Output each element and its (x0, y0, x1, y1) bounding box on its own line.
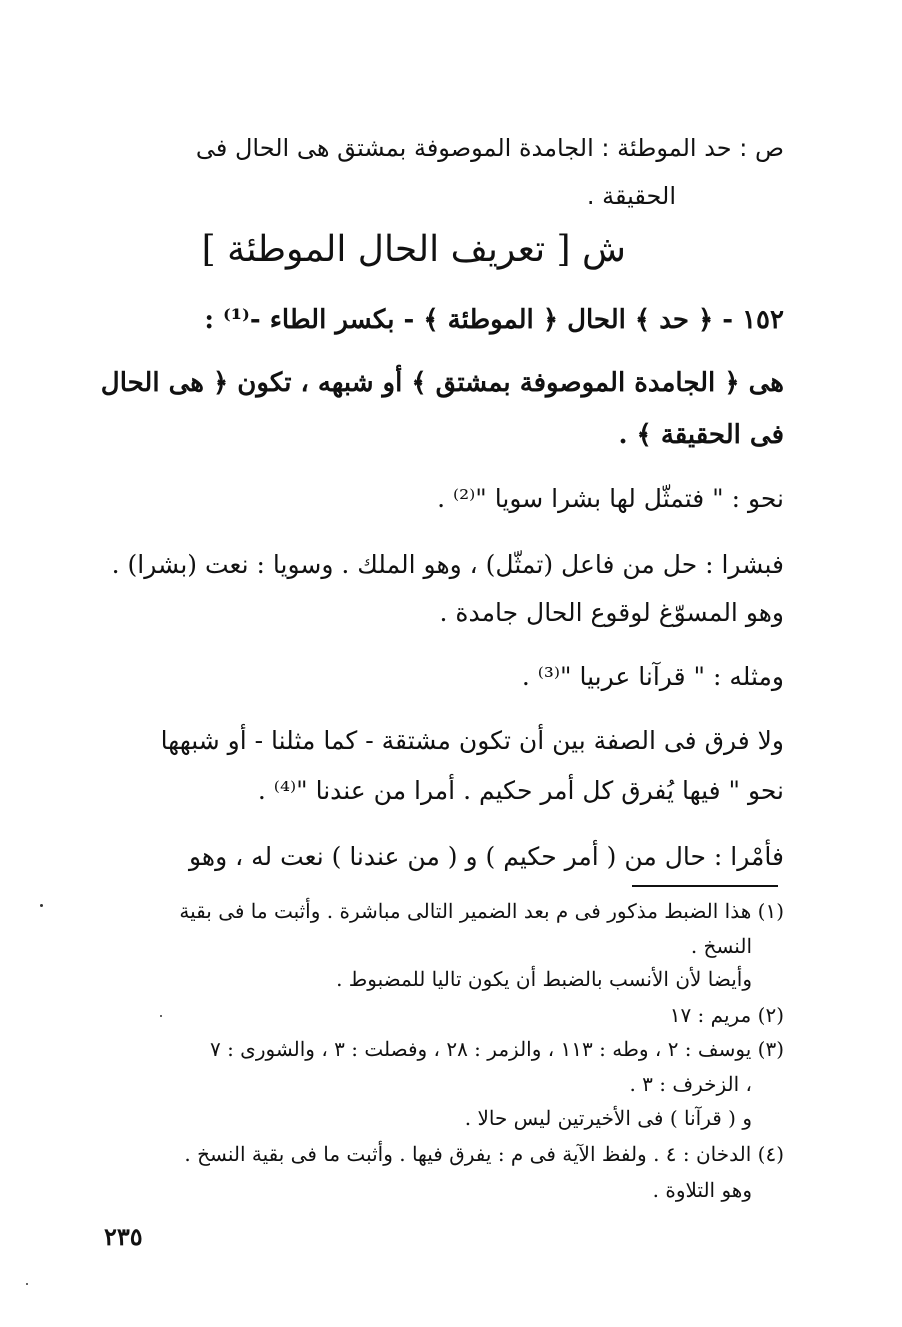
footnote-1-line-1: (١) هذا الضبط مذكور فى م بعد الضمير التالى مباشرة . وأثبت ما فى بقية (179, 899, 784, 923)
footnote-4-line-2: وهو التلاوة . (652, 1178, 752, 1202)
explanation-line-2: وهو المسوّغ لوقوع الحال جامدة . (439, 598, 784, 627)
explanation-line-1: فبشرا : حل من فاعل (تمثّل) ، وهو الملك . وسويا : نعت (بشرا) . (111, 550, 784, 579)
footnote-3-line-1: (٣) يوسف : ٢ ، وطه : ١١٣ ، والزمر : ٢٨ ، وفصلت : ٣ ، والشورى : ٧ (209, 1037, 784, 1061)
footnote-separator (632, 885, 778, 887)
footnote-2: (٢) مريم : ١٧ (669, 1003, 784, 1027)
section-title: ش [ تعريف الحال الموطئة ] (201, 229, 626, 270)
scan-speck (40, 904, 43, 907)
definition-line-1: هى ﴿ الجامدة الموصوفة بمشتق ﴾ أو شبهه ، تكون ﴿ هى الحال (100, 368, 784, 398)
definition-line-2: فى الحقيقة ﴾ . (618, 420, 784, 450)
footnote-4-line-1: (٤) الدخان : ٤ . ولفظ الآية فى م : يفرق فيها . وأثبت ما فى بقية النسخ . (184, 1142, 784, 1166)
paragraph-152: ١٥٢ - ﴿ حد ﴾ الحال ﴿ الموطئة ﴾ - بكسر الطاء -⁽¹⁾ : (204, 305, 784, 335)
page-number: ٢٣٥ (104, 1222, 143, 1251)
scan-speck (26, 1283, 28, 1285)
no-difference-line-2: نحو " فيها يُفرق كل أمر حكيم . أمرا من عندنا "⁽⁴⁾ . (257, 776, 784, 805)
footnote-3-line-3: و ( قرآنا ) فى الأخيرتين ليس حالا . (464, 1106, 752, 1130)
matn-line-1: ص : حد الموطئة : الجامدة الموصوفة بمشتق هى الحال فى (195, 134, 784, 162)
scan-speck (160, 1015, 162, 1017)
matn-line-2: الحقيقة . (586, 182, 676, 210)
no-difference-line-1: ولا فرق فى الصفة بين أن تكون مشتقة - كما مثلنا - أو شبهها (160, 726, 784, 755)
example-2: ومثله : " قرآنا عربيا "⁽³⁾ . (521, 662, 784, 691)
footnote-3-line-2: ، الزخرف : ٣ . (629, 1072, 752, 1096)
amran-line: فأمْرا : حال من ( أمر حكيم ) و ( من عندنا ) نعت له ، وهو (189, 842, 784, 871)
footnote-1-line-2: النسخ . (690, 934, 752, 958)
footnote-1-line-3: وأيضا لأن الأنسب بالضبط أن يكون تاليا للمضبوط . (336, 967, 752, 991)
example-1: نحو : " فتمثّل لها بشرا سويا "⁽²⁾ . (437, 484, 784, 513)
